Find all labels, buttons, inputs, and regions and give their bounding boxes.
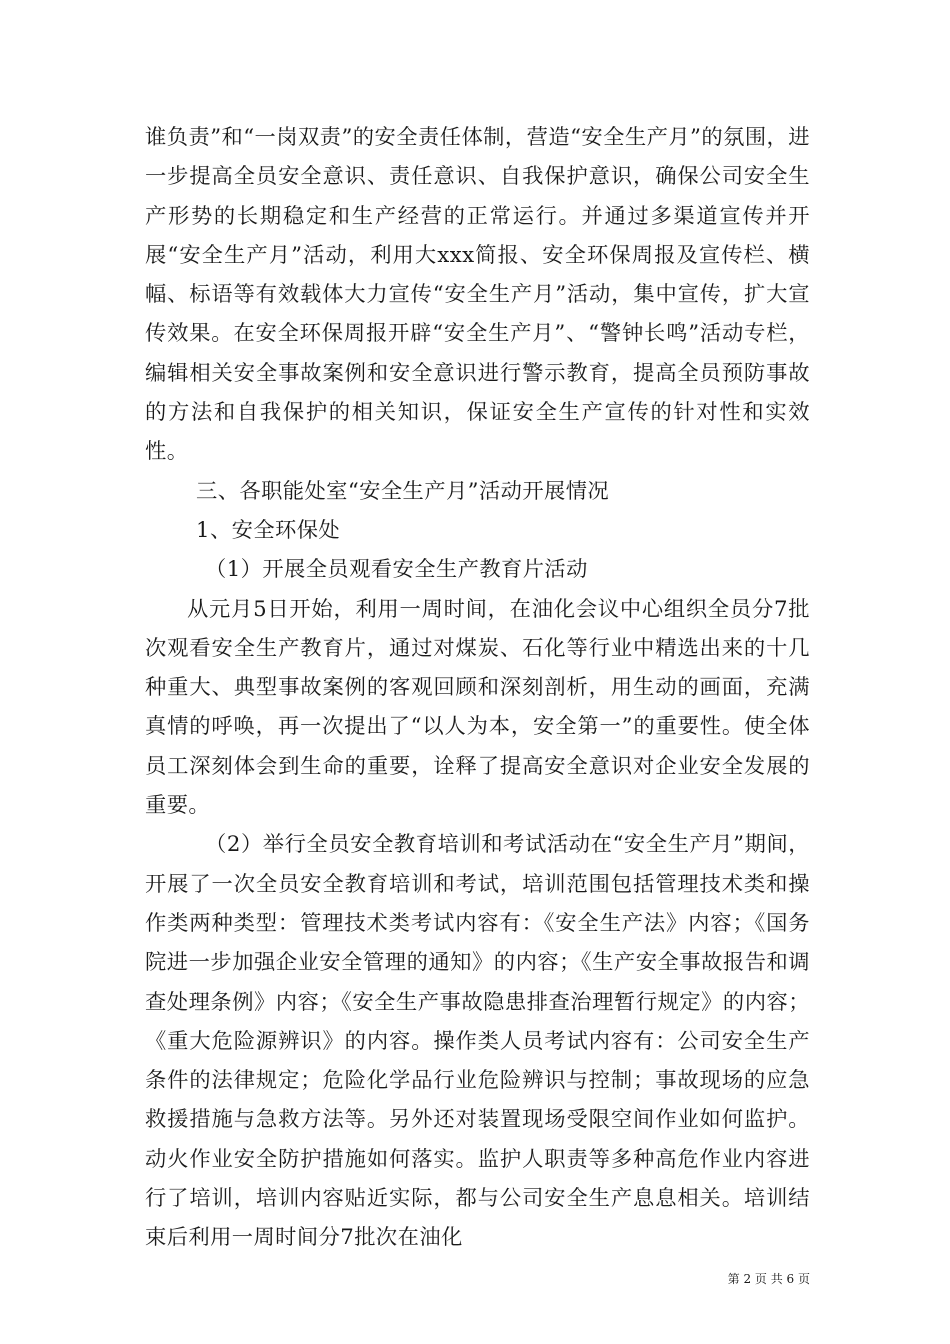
paragraph-training-exam: （2）举行全员安全教育培训和考试活动在“安全生产月”期间，开展了一次全员安全教育培训和考试，培训范围包括管理技术类和操作类两种类型：管理技术类考试内容有：《安全生产法》内容；《国务院进一步加强企业安全管理的通知》的内容；《生产安全事故报告和调查处理条例》内容；《安全生产事故隐患排查治理暂行规定》的内容；《重大危险源辨识》的内容。操作类人员考试内容有：公司安全生产条件的法律规定；危险化学品行业危险辨识与控制；事故现场的应急救援措施与急救方法等。另外还对装置现场受限空间作业如何监护。动火作业安全防护措施如何落实。监护人职责等多种高危作业内容进行了培训，培训内容贴近实际，都与公司安全生产息息相关。培训结束后利用一周时间分7批次在油化 xyxy=(145,832,810,1251)
item-heading-education-film: （1）开展全员观看安全生产教育片活动 xyxy=(205,557,588,583)
subsection-heading-safety-office: 1、安全环保处 xyxy=(196,517,341,543)
paragraph-education-film: 从元月5日开始，利用一周时间，在油化会议中心组织全员分7批次观看安全生产教育片，通过对煤炭、石化等行业中精选出来的十几种重大、典型事故案例的客观回顾和深刻剖析，用生动的画面，充满真情的呼唤，再一次提出了“以人为本，安全第一”的重要性。使全体员工深刻体会到生命的重要，诠释了提高安全意识对企业安全发展的重要。 xyxy=(145,596,810,819)
section-heading-departments: 三、各职能处室“安全生产月”活动开展情况 xyxy=(196,478,610,504)
page-number: 第 2 页 共 6 页 xyxy=(727,1272,810,1286)
paragraph-responsibility-system: 谁负责”和“一岗双责”的安全责任体制，营造“安全生产月”的氛围，进一步提高全员安全意识、责任意识、自我保护意识，确保公司安全生产形势的长期稳定和生产经营的正常运行。并通过多渠道宣传并开展“安全生产月”活动，利用大xxx简报、安全环保周报及宣传栏、横幅、标语等有效载体大力宣传“安全生产月”活动，集中宣传，扩大宣传效果。在安全环保周报开辟“安全生产月”、“警钟长鸣”活动专栏，编辑相关安全事故案例和安全意识进行警示教育，提高全员预防事故的方法和自我保护的相关知识，保证安全生产宣传的针对性和实效性。 xyxy=(145,125,810,465)
document-body xyxy=(145,118,810,1258)
